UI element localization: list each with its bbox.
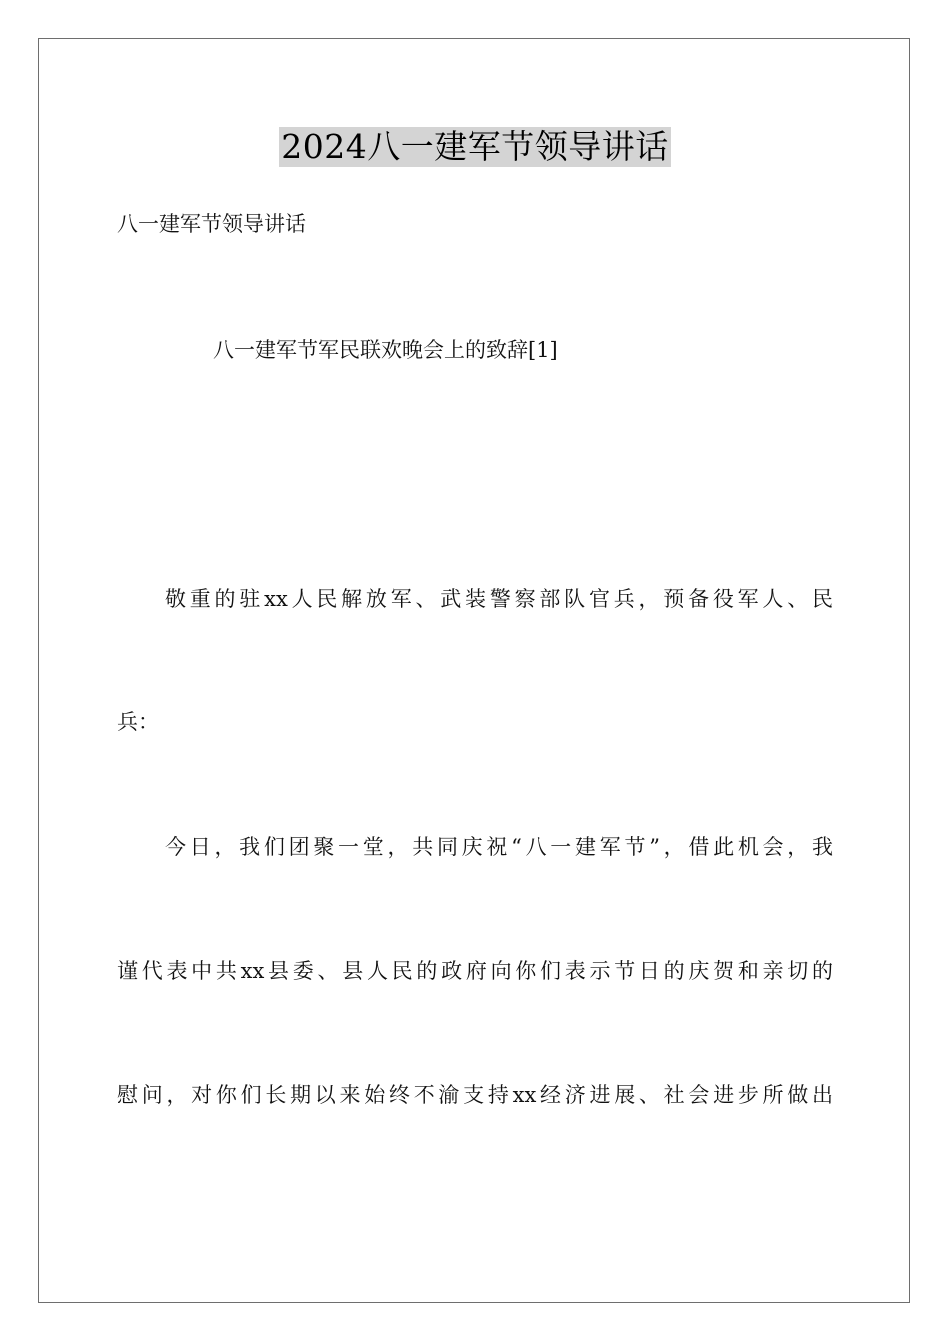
paragraph-line: 谨代表中共xx县委、县人民的政府向你们表示节日的庆贺和亲切的: [117, 959, 833, 983]
paragraph-line: 敬重的驻xx人民解放军、武装警察部队官兵，预备役军人、民: [165, 587, 833, 611]
document-title: 2024八一建军节领导讲话: [281, 127, 669, 166]
document-subtitle: 八一建军节领导讲话: [117, 212, 306, 236]
paragraph-line: 慰问，对你们长期以来始终不渝支持xx经济进展、社会进步所做出: [117, 1083, 833, 1107]
paragraph-line: 兵：: [117, 710, 159, 734]
paragraph-line: 今日，我们团聚一堂，共同庆祝“八一建军节”，借此机会，我: [165, 835, 833, 859]
speech-heading: 八一建军节军民联欢晚会上的致辞[1]: [213, 338, 558, 362]
title-container: [0, 127, 950, 167]
